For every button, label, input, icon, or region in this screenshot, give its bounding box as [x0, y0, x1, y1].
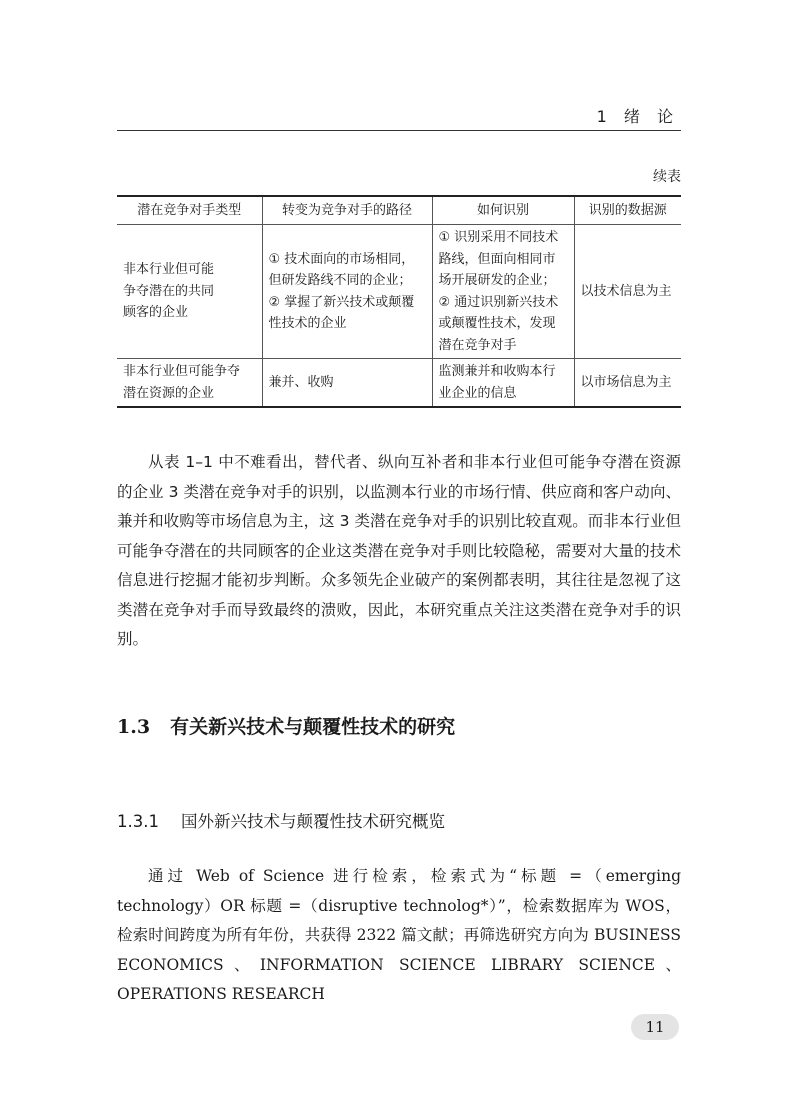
cell-line: 兼并、收购	[268, 374, 334, 390]
page-number: 11	[631, 1014, 679, 1040]
subsection-number: 1.3.1	[117, 812, 159, 831]
table-cell-path	[262, 225, 432, 359]
cell-line: ① 识别采用不同技术	[438, 230, 559, 245]
cell-line: 或颠覆性技术，发现	[438, 316, 556, 331]
subsection-title: 国外新兴技术与颠覆性技术研究概览	[180, 812, 445, 831]
column-header: 潜在竞争对手类型	[117, 196, 262, 225]
column-header: 识别的数据源	[574, 196, 681, 225]
table-continued-label: 续表	[653, 169, 681, 185]
cell-line: ① 技术面向的市场相同，	[268, 251, 415, 267]
cell-line: 潜在资源的企业	[123, 385, 215, 401]
cell-line: ② 掌握了新兴技术或颠覆	[268, 294, 415, 310]
cell-line: 性技术的企业	[268, 316, 347, 331]
cell-line: 非本行业但可能争夺	[123, 364, 241, 379]
column-header: 转变为竞争对手的路径	[262, 196, 432, 225]
cell-line: 争夺潜在的共同	[123, 283, 215, 299]
table-header-row	[117, 196, 681, 225]
table-cell-source: 以技术信息为主	[574, 225, 681, 359]
table-cell-path	[262, 359, 432, 408]
table-cell-type	[117, 359, 262, 408]
body-paragraph: 通过 Web of Science 进行检索，检索式为“标题 =（emerging technology）OR 标题 =（disruptive technolog*）”，检索数据库为 WOS，检索时间跨度为所有年份，共获得 2322 篇文献；再筛选研究方向为 BUSINESS ECONOMICS、INFORMATION SCIENCE LIBRARY SCIENCE、OPERATIONS RESEARCH	[117, 867, 681, 1003]
cell-line: 场开展研发的企业；	[438, 273, 556, 288]
section-number: 1.3	[117, 716, 151, 738]
cell-line: 非本行业但可能	[123, 262, 215, 278]
table-cell-source: 以市场信息为主	[574, 359, 681, 408]
header-rule	[117, 130, 681, 131]
subsection-heading	[117, 808, 445, 832]
cell-line: 潜在竞争对手	[438, 337, 517, 353]
cell-line: 监测兼并和收购本行	[438, 364, 556, 379]
table-cell-identify	[432, 359, 574, 408]
table-cell-type	[117, 225, 262, 359]
competitor-table	[117, 195, 681, 408]
cell-line: ② 通过识别新兴技术	[438, 294, 559, 310]
body-paragraph: 从表 1–1 中不难看出，替代者、纵向互补者和非本行业但可能争夺潜在资源的企业 3 类潜在竞争对手的识别，以监测本行业的市场行情、供应商和客户动向、兼并和收购等市场信息为主，这 3 类潜在竞争对手的识别比较直观。而非本行业但可能争夺潜在的共同顾客的企业这类潜在竞争对手则比较隐秘，需要对大量的技术信息进行挖掘才能初步判断。众多领先企业破产的案例都表明，其往往是忽视了这类潜在竞争对手而导致最终的溃败，因此，本研究重点关注这类潜在竞争对手的识别。	[117, 453, 681, 648]
section-title: 有关新兴技术与颠覆性技术的研究	[170, 716, 456, 738]
table-cell-identify	[432, 225, 574, 359]
running-head: 1 绪 论	[596, 107, 679, 126]
column-header: 如何识别	[432, 196, 574, 225]
table-row	[117, 359, 681, 408]
cell-line: 业企业的信息	[438, 385, 517, 401]
cell-line: 顾客的企业	[123, 305, 189, 321]
table-row	[117, 225, 681, 359]
cell-line: 但研发路线不同的企业；	[268, 273, 412, 288]
section-heading	[117, 712, 455, 739]
cell-line: 路线，但面向相同市	[438, 251, 556, 267]
